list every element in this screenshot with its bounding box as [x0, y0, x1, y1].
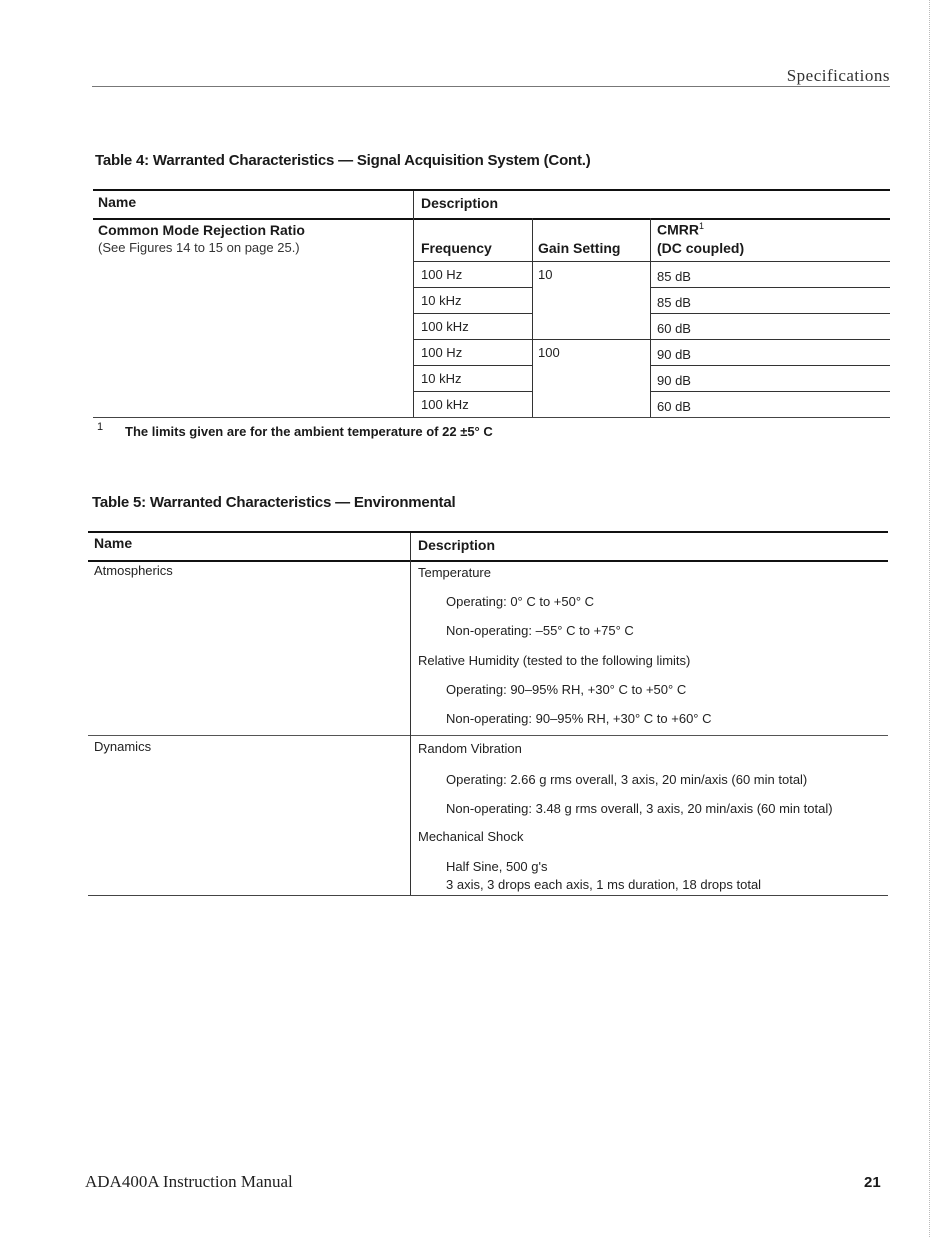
description-line: Random Vibration — [418, 741, 522, 756]
table5-bottom-rule — [88, 895, 888, 896]
footnote-number: 1 — [97, 421, 104, 433]
cmrr-cell: 60 dB — [657, 321, 691, 336]
frequency-cell: 10 kHz — [421, 371, 462, 386]
table5 — [88, 531, 888, 899]
subtable-row-rule — [413, 287, 532, 288]
description-line: Operating: 90–95% RH, +30° C to +50° C — [446, 682, 687, 697]
frequency-cell: 100 Hz — [421, 345, 463, 360]
cmrr-cell: 85 dB — [657, 269, 691, 284]
description-line: Half Sine, 500 g's — [446, 859, 548, 874]
atmospherics-name: Atmospherics — [94, 563, 173, 578]
table4-bottom-rule — [93, 417, 890, 418]
table5-top-rule — [88, 531, 888, 533]
page-edge — [929, 0, 930, 1237]
cmrr-coupling-header: (DC coupled) — [657, 240, 745, 256]
table4-caption: Table 4: Warranted Characteristics — Signal Acquisition System (Cont.) — [95, 152, 591, 169]
subtable-row-rule — [413, 391, 532, 392]
subtable-divider — [532, 218, 533, 417]
description-line: Relative Humidity (tested to the following limits) — [418, 653, 691, 668]
table5-description-header: Description — [418, 537, 496, 553]
description-line: Operating: 2.66 g rms overall, 3 axis, 20 min/axis (60 min total) — [446, 772, 808, 787]
cmrr-cell: 90 dB — [657, 347, 691, 362]
frequency-cell: 100 Hz — [421, 267, 463, 282]
table5-header-rule — [88, 560, 888, 562]
table4-row-reference: (See Figures 14 to 15 on page 25.) — [98, 240, 300, 255]
subtable-group-rule — [413, 339, 890, 340]
cmrr-cell: 90 dB — [657, 373, 691, 388]
table5-row-rule — [88, 735, 888, 736]
subtable-header-rule — [413, 261, 890, 262]
table4-top-rule — [93, 189, 890, 191]
table4 — [93, 189, 890, 421]
subtable-row-rule — [413, 365, 532, 366]
table5-name-header: Name — [94, 535, 133, 551]
page-number: 21 — [864, 1174, 881, 1191]
cmrr-subtable — [413, 218, 890, 417]
description-line: Operating: 0° C to +50° C — [446, 594, 595, 609]
subtable-divider — [650, 218, 651, 417]
cmrr-header — [657, 221, 704, 238]
cmrr-cell: 60 dB — [657, 399, 691, 414]
frequency-cell: 10 kHz — [421, 293, 462, 308]
description-line: Mechanical Shock — [418, 829, 524, 844]
description-line: Non-operating: 3.48 g rms overall, 3 axis, 20 min/axis (60 min total) — [446, 801, 833, 816]
gain-cell: 100 — [538, 345, 560, 360]
table4-column-divider — [413, 191, 414, 218]
description-line: Non-operating: 90–95% RH, +30° C to +60° C — [446, 711, 712, 726]
cmrr-label: CMRR — [657, 221, 699, 238]
description-line: Temperature — [418, 565, 491, 580]
subtable-left-border — [413, 218, 414, 417]
subtable-row-rule — [650, 391, 890, 392]
table4-description-header: Description — [421, 195, 499, 211]
frequency-header: Frequency — [421, 240, 492, 256]
cmrr-footnote-marker: 1 — [699, 221, 705, 231]
section-header: Specifications — [786, 66, 890, 85]
table5-column-divider — [410, 533, 411, 895]
table5-caption: Table 5: Warranted Characteristics — Environmental — [92, 494, 456, 511]
frequency-cell: 100 kHz — [421, 319, 469, 334]
subtable-row-rule — [650, 287, 890, 288]
gain-setting-header: Gain Setting — [538, 240, 621, 256]
subtable-row-rule — [650, 313, 890, 314]
subtable-row-rule — [650, 365, 890, 366]
frequency-cell: 100 kHz — [421, 397, 469, 412]
dynamics-name: Dynamics — [94, 739, 152, 754]
gain-cell: 10 — [538, 267, 553, 282]
cmrr-cell: 85 dB — [657, 295, 691, 310]
subtable-row-rule — [413, 313, 532, 314]
footnote-text: The limits given are for the ambient temperature of 22 ±5° C — [125, 424, 493, 439]
header-rule — [92, 86, 890, 87]
table4-row-name: Common Mode Rejection Ratio — [98, 222, 305, 238]
table4-name-header: Name — [98, 194, 137, 210]
description-line: Non-operating: –55° C to +75° C — [446, 623, 634, 638]
manual-title: ADA400A Instruction Manual — [85, 1172, 293, 1191]
description-line: 3 axis, 3 drops each axis, 1 ms duration, 18 drops total — [446, 877, 762, 892]
